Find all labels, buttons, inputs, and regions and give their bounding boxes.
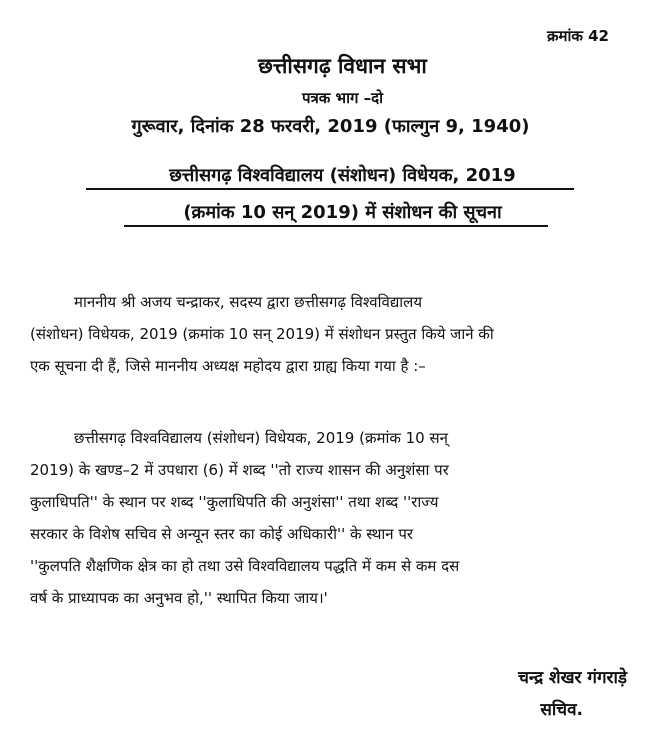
paragraph-line: 2019) के खण्ड–2 में उपधारा (6) में शब्द ''तो राज्य शासन की अनुशंसा पर — [30, 461, 449, 479]
paragraph-line: माननीय श्री अजय चन्द्राकर, सदस्य द्वारा छत्तीसगढ़ विश्वविद्यालय — [74, 293, 423, 311]
paragraph-line: सरकार के विशेष सचिव से अन्यून स्तर का कोई अधिकारी'' के स्थान पर — [30, 525, 414, 543]
paragraph-line: (संशोधन) विधेयक, 2019 (क्रमांक 10 सन् 2019) में संशोधन प्रस्तुत किये जाने की — [30, 325, 494, 343]
bulletin-part: पत्रक भाग –दो — [302, 89, 383, 107]
serial-number: क्रमांक 42 — [547, 27, 609, 45]
subject-line-2: (क्रमांक 10 सन् 2019) में संशोधन की सूचना — [183, 202, 502, 223]
assembly-title: छत्तीसगढ़ विधान सभा — [258, 54, 427, 78]
signatory-designation: सचिव. — [540, 700, 583, 720]
paragraph-line: वर्ष के प्राध्यापक का अनुभव हो,'' स्थापित किया जाय।' — [30, 589, 328, 607]
paragraph-line: कुलाधिपति'' के स्थान पर शब्द ''कुलाधिपति की अनुशंसा'' तथा शब्द ''राज्य — [30, 493, 439, 511]
paragraph-line: एक सूचना दी हैं, जिसे माननीय अध्यक्ष महोदय द्वारा ग्राह्य किया गया है :– — [30, 357, 426, 375]
paragraph-notice — [30, 286, 630, 382]
bulletin-date: गुरूवार, दिनांक 28 फरवरी, 2019 (फाल्गुन 9, 1940) — [131, 116, 530, 137]
paragraph-line: छत्तीसगढ़ विश्वविद्यालय (संशोधन) विधेयक, 2019 (क्रमांक 10 सन् — [74, 429, 448, 447]
subject-line-1: छत्तीसगढ़ विश्वविद्यालय (संशोधन) विधेयक, 2019 — [169, 165, 516, 186]
signatory-name: चन्द्र शेखर गंगराड़े — [518, 668, 627, 688]
subject-underline-1 — [86, 188, 574, 190]
paragraph-line: ''कुलपति शैक्षणिक क्षेत्र का हो तथा उसे विश्वविद्यालय पद्धति में कम से कम दस — [30, 557, 460, 575]
paragraph-amendment — [30, 422, 630, 614]
subject-underline-2 — [124, 225, 548, 227]
